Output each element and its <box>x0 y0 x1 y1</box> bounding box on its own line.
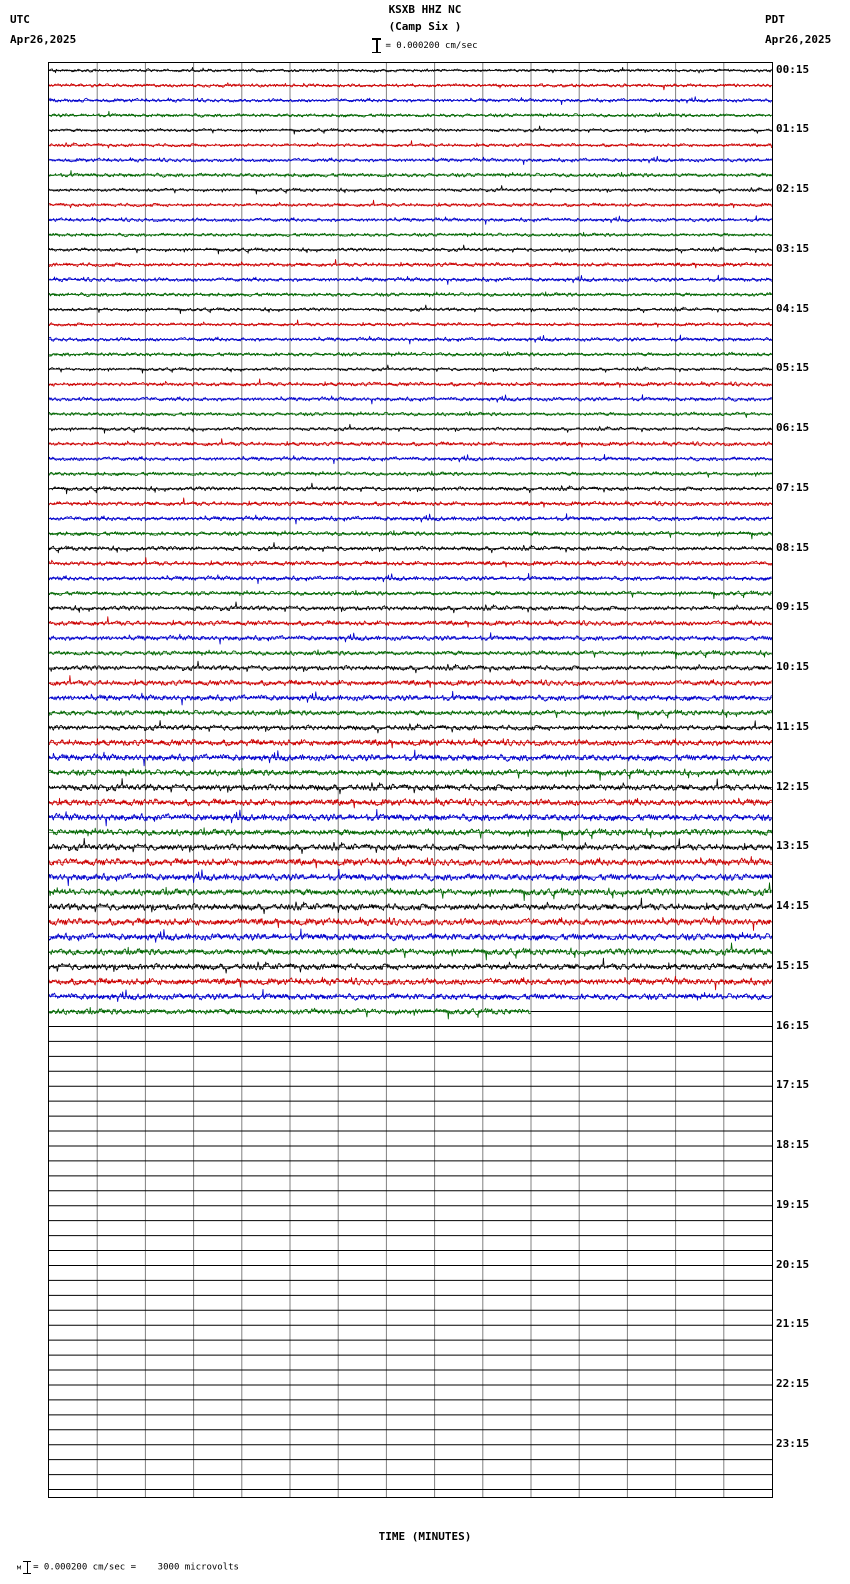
pdt-time-label: 04:15 <box>776 301 810 315</box>
pdt-time-label: 20:15 <box>776 1257 810 1271</box>
pdt-time-label: 01:15 <box>776 122 810 136</box>
pdt-time-label: 15:15 <box>776 958 810 972</box>
pdt-time-label: 16:15 <box>776 1018 810 1032</box>
pdt-time-label: 11:15 <box>776 719 810 733</box>
footer-ibeam-icon <box>23 1561 31 1574</box>
pdt-time-label: 08:15 <box>776 540 810 554</box>
footer-scale-text: = 0.000200 cm/sec = 3000 microvolts <box>33 1562 239 1573</box>
pdt-time-label: 22:15 <box>776 1377 810 1390</box>
scale-legend-text: = 0.000200 cm/sec <box>385 40 478 51</box>
time-axis-title: TIME (MINUTES) <box>378 1530 472 1543</box>
pdt-time-label: 17:15 <box>776 1078 810 1092</box>
pdt-time-label: 02:15 <box>776 182 810 195</box>
scale-ibeam-icon <box>372 38 381 53</box>
pdt-time-label: 21:15 <box>776 1317 810 1331</box>
pdt-time-label: 05:15 <box>776 361 810 375</box>
pdt-timezone-label: PDT <box>765 13 785 26</box>
pdt-time-label: 00:15 <box>776 62 810 76</box>
pdt-time-label: 23:15 <box>776 1436 810 1450</box>
pdt-time-label: 13:15 <box>776 839 810 853</box>
pdt-time-label: 10:15 <box>776 660 810 673</box>
seismic-traces <box>49 63 772 1497</box>
helicorder-plot <box>48 62 773 1498</box>
station-site-name: (Camp Six ) <box>388 20 462 33</box>
pdt-time-label: 12:15 <box>776 779 810 793</box>
time-axis <box>48 1496 771 1497</box>
utc-date-label: Apr26,2025 <box>10 33 77 46</box>
pdt-time-label: 14:15 <box>776 899 810 912</box>
footer-scale-note <box>6 1551 239 1574</box>
amplitude-scale-legend <box>0 38 850 53</box>
utc-timezone-label: UTC <box>10 13 30 26</box>
pdt-time-label: 03:15 <box>776 241 810 255</box>
pdt-time-label: 19:15 <box>776 1197 810 1211</box>
pdt-time-label: 09:15 <box>776 600 810 614</box>
pdt-time-label: 07:15 <box>776 480 810 494</box>
footer-prefix-glyph: м <box>16 1563 22 1572</box>
station-code-title: KSXB HHZ NC <box>388 3 462 16</box>
pdt-time-label: 06:15 <box>776 421 810 434</box>
pdt-date-label: Apr26,2025 <box>765 33 832 46</box>
pdt-time-label: 18:15 <box>776 1138 810 1151</box>
